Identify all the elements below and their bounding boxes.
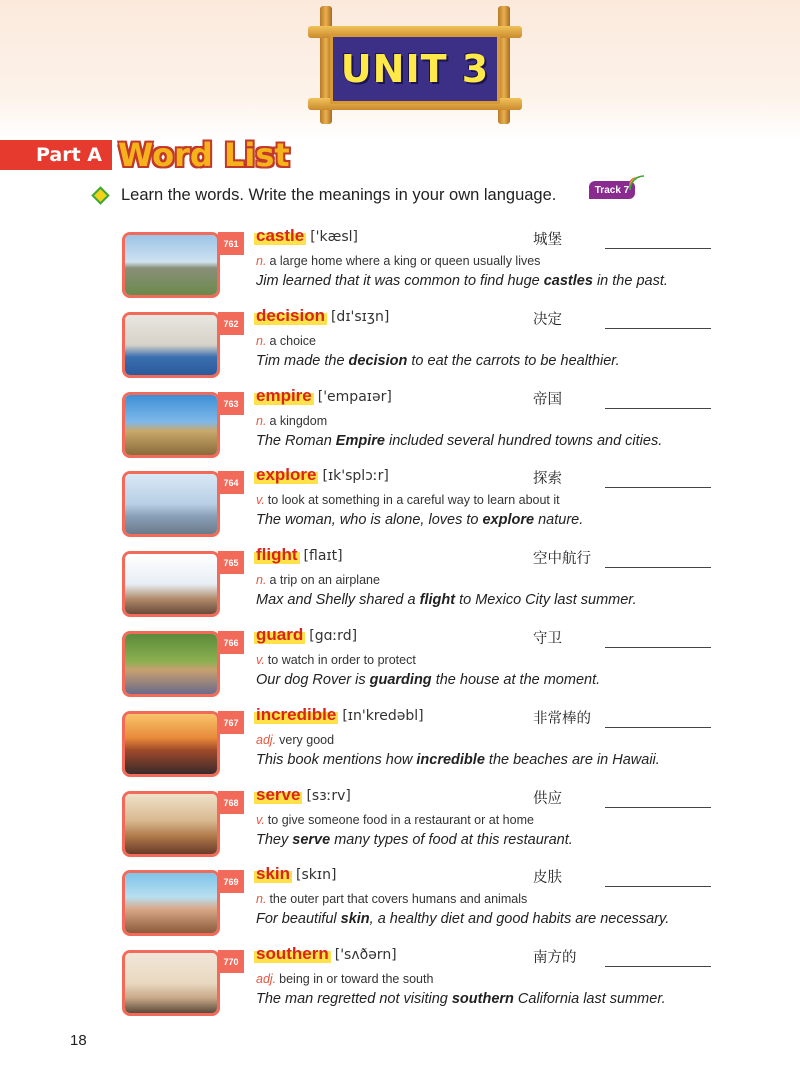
translation: 帝国	[533, 392, 562, 408]
example-after: the house at the moment.	[431, 672, 601, 688]
definition	[256, 733, 334, 747]
word-photo	[122, 631, 220, 697]
example-keyword: decision	[348, 353, 408, 369]
headword: empire	[256, 386, 312, 405]
example-after: to Mexico City last summer.	[455, 592, 637, 608]
example-before: Jim learned that it was common to find huge	[256, 273, 544, 289]
example-sentence	[256, 672, 600, 688]
pronunciation: ['sʌðərn]	[334, 947, 397, 963]
example-sentence	[256, 752, 660, 768]
definition	[256, 493, 560, 507]
word-line	[254, 306, 389, 326]
photo-image	[125, 714, 217, 774]
definition-text: to watch in order to protect	[267, 653, 416, 667]
headword: southern	[256, 944, 329, 963]
definition-text: a choice	[269, 334, 316, 348]
translation: 南方的	[533, 950, 577, 966]
example-keyword: skin	[340, 911, 370, 927]
example-sentence	[256, 433, 662, 449]
word-entry	[0, 944, 800, 1028]
example-keyword: flight	[419, 592, 456, 608]
word-number: 767	[218, 711, 244, 734]
example-after: , a healthy diet and good habits are necessary.	[369, 911, 670, 927]
headword: guard	[256, 625, 304, 644]
word-number: 763	[218, 392, 244, 415]
definition	[256, 892, 527, 906]
photo-image	[125, 873, 217, 933]
headword: flight	[256, 545, 298, 564]
word-line	[254, 785, 351, 805]
word-photo	[122, 312, 220, 378]
photo-image	[125, 634, 217, 694]
example-keyword: Empire	[335, 433, 385, 449]
definition-text: the outer part that covers humans and animals	[269, 892, 528, 906]
word-entry	[0, 864, 800, 948]
photo-image	[125, 315, 217, 375]
definition	[256, 972, 433, 986]
part-of-speech: n.	[256, 573, 267, 587]
instruction-text: Learn the words. Write the meanings in your own language.	[121, 186, 557, 204]
pronunciation: ['kæsl]	[310, 229, 359, 245]
definition-text: being in or toward the south	[279, 972, 434, 986]
word-entry	[0, 386, 800, 470]
example-after: nature.	[534, 512, 584, 528]
part-of-speech: n.	[256, 334, 267, 348]
word-entry	[0, 625, 800, 709]
definition-text: a trip on an airplane	[269, 573, 380, 587]
headword: skin	[256, 864, 291, 883]
word-line	[254, 705, 424, 725]
unit-title: UNIT 3	[340, 47, 490, 91]
part-of-speech: adj.	[256, 733, 277, 747]
pronunciation: [ɪk'splɔːr]	[322, 468, 389, 484]
meaning-blank-line[interactable]	[605, 248, 711, 249]
pronunciation: [gɑːrd]	[309, 628, 358, 644]
instruction	[94, 186, 556, 205]
example-keyword: castles	[543, 273, 593, 289]
example-before: The woman, who is alone, loves to	[256, 512, 483, 528]
example-keyword: explore	[482, 512, 535, 528]
example-sentence	[256, 512, 583, 528]
example-after: to eat the carrots to be healthier.	[407, 353, 620, 369]
definition-text: to give someone food in a restaurant or at home	[267, 813, 534, 827]
part-of-speech: v.	[256, 493, 265, 507]
word-line	[254, 545, 343, 565]
translation: 供应	[533, 791, 562, 807]
word-line	[254, 465, 389, 485]
photo-image	[125, 794, 217, 854]
part-of-speech: n.	[256, 254, 267, 268]
word-number: 770	[218, 950, 244, 973]
part-of-speech: v.	[256, 813, 265, 827]
part-of-speech: n.	[256, 892, 267, 906]
meaning-blank-line[interactable]	[605, 966, 711, 967]
example-keyword: incredible	[416, 752, 485, 768]
example-sentence	[256, 592, 637, 608]
example-after: the beaches are in Hawaii.	[484, 752, 660, 768]
part-of-speech: v.	[256, 653, 265, 667]
word-entry	[0, 306, 800, 390]
part-of-speech: adj.	[256, 972, 277, 986]
translation: 守卫	[533, 631, 562, 647]
definition	[256, 573, 380, 587]
example-before: Max and Shelly shared a	[256, 592, 420, 608]
unit-sign	[308, 6, 522, 124]
word-photo	[122, 711, 220, 777]
example-keyword: southern	[451, 991, 514, 1007]
part-label: Part A	[35, 144, 102, 166]
example-before: This book mentions how	[256, 752, 417, 768]
photo-image	[125, 554, 217, 614]
meaning-blank-line[interactable]	[605, 567, 711, 568]
word-line	[254, 864, 336, 884]
definition-text: to look at something in a careful way to learn about it	[267, 493, 560, 507]
example-sentence	[256, 273, 668, 289]
definition	[256, 813, 534, 827]
headword: castle	[256, 226, 305, 245]
definition-text: very good	[279, 733, 335, 747]
track-label: Track 7	[594, 184, 630, 196]
word-line	[254, 625, 357, 645]
example-before: Tim made the	[256, 353, 349, 369]
photo-image	[125, 235, 217, 295]
example-before: The man regretted not visiting	[256, 991, 452, 1007]
meaning-blank-line[interactable]	[605, 408, 711, 409]
definition	[256, 414, 327, 428]
part-of-speech: n.	[256, 414, 267, 428]
diamond-bullet-icon	[91, 186, 109, 204]
word-photo	[122, 392, 220, 458]
example-sentence	[256, 832, 573, 848]
sign-board	[330, 34, 500, 104]
part-tab	[0, 140, 112, 170]
example-after: many types of food at this restaurant.	[330, 832, 573, 848]
pronunciation: [flaɪt]	[303, 548, 343, 564]
definition	[256, 334, 316, 348]
example-sentence	[256, 991, 666, 1007]
example-before: They	[256, 832, 293, 848]
photo-image	[125, 953, 217, 1013]
definition-text: a large home where a king or queen usually lives	[269, 254, 541, 268]
word-entry	[0, 465, 800, 549]
meaning-blank-line[interactable]	[605, 487, 711, 488]
translation: 探索	[533, 471, 562, 487]
headword: serve	[256, 785, 301, 804]
pronunciation: ['empaɪər]	[317, 389, 392, 405]
pronunciation: [sɜːrv]	[306, 788, 351, 804]
word-number: 768	[218, 791, 244, 814]
meaning-blank-line[interactable]	[605, 886, 711, 887]
word-entry	[0, 705, 800, 789]
example-after: California last summer.	[513, 991, 666, 1007]
word-photo	[122, 551, 220, 617]
example-after: in the past.	[592, 273, 668, 289]
word-photo	[122, 232, 220, 298]
word-entry	[0, 785, 800, 869]
definition	[256, 653, 416, 667]
example-sentence	[256, 353, 620, 369]
word-number: 764	[218, 471, 244, 494]
word-entry	[0, 545, 800, 629]
example-before: The Roman	[256, 433, 336, 449]
photo-image	[125, 474, 217, 534]
pronunciation: [ɪn'kredəbl]	[342, 708, 424, 724]
audio-signal-icon	[628, 172, 646, 190]
word-number: 762	[218, 312, 244, 335]
example-keyword: guarding	[369, 672, 432, 688]
word-photo	[122, 870, 220, 936]
headword: incredible	[256, 705, 337, 724]
word-line	[254, 226, 358, 246]
word-photo	[122, 471, 220, 537]
word-number: 769	[218, 870, 244, 893]
headword: decision	[256, 306, 325, 325]
headword: explore	[256, 465, 317, 484]
meaning-blank-line[interactable]	[605, 727, 711, 728]
example-keyword: serve	[292, 832, 331, 848]
photo-image	[125, 395, 217, 455]
example-before: For beautiful	[256, 911, 341, 927]
translation: 空中航行	[533, 551, 591, 567]
definition-text: a kingdom	[269, 414, 328, 428]
meaning-blank-line[interactable]	[605, 328, 711, 329]
example-after: included several hundred towns and cities.	[384, 433, 663, 449]
translation: 城堡	[533, 232, 562, 248]
pronunciation: [skɪn]	[296, 867, 337, 883]
translation: 决定	[533, 312, 562, 328]
example-before: Our dog Rover is	[256, 672, 370, 688]
section-title: Word List	[118, 136, 290, 174]
page-number: 18	[70, 1032, 87, 1049]
word-photo	[122, 950, 220, 1016]
word-photo	[122, 791, 220, 857]
word-number: 765	[218, 551, 244, 574]
word-number: 766	[218, 631, 244, 654]
translation: 非常棒的	[533, 711, 591, 727]
meaning-blank-line[interactable]	[605, 807, 711, 808]
word-number: 761	[218, 232, 244, 255]
word-entry	[0, 226, 800, 310]
word-line	[254, 386, 392, 406]
pronunciation: [dɪ'sɪʒn]	[330, 309, 390, 325]
meaning-blank-line[interactable]	[605, 647, 711, 648]
example-sentence	[256, 911, 669, 927]
translation: 皮肤	[533, 870, 562, 886]
word-line	[254, 944, 397, 964]
definition	[256, 254, 540, 268]
